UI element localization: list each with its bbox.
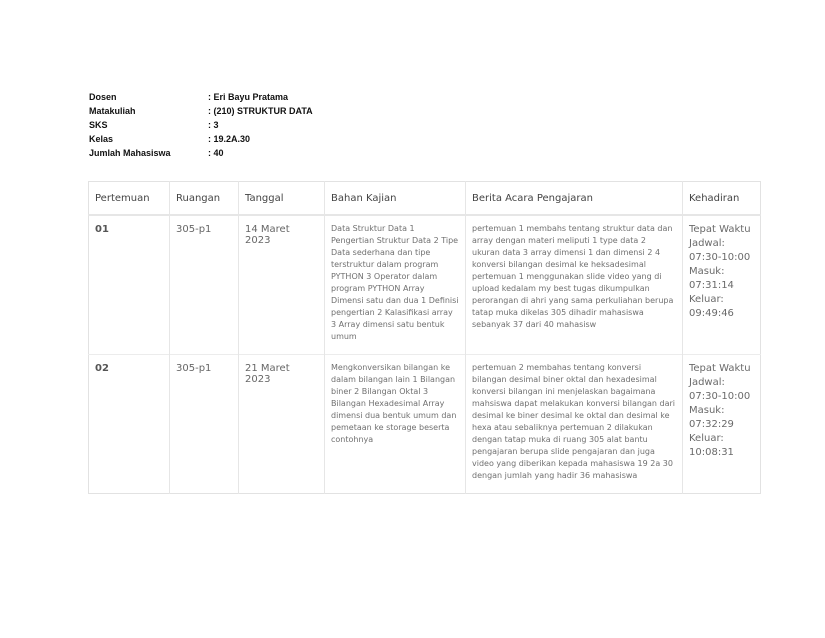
attendance-status: Tepat Waktu <box>689 363 751 374</box>
info-row-kelas <box>89 132 313 146</box>
info-value: : (210) STRUKTUR DATA <box>208 104 313 118</box>
teaching-record-table <box>88 181 761 494</box>
cell-berita-acara: pertemuan 1 membahs tentang struktur data dan array dengan materi meliputi 1 type data 2 ukuran data 3 array dimensi 1 dan dimensi 2 4 konversi bilangan desimal ke heksadesimal pertemuan 1 menggunakan slide video yang di upload kedalam my best tugas dikumpulkan perorangan di ahri yang sama perkuliahan berupa tatap muka dikelas 305 dihadir mahasiswa sebanyak 37 dari 40 mahasisw <box>466 215 683 355</box>
info-label: Kelas <box>89 134 114 144</box>
cell-berita-acara: pertemuan 2 membahas tentang konversi bilangan desimal biner oktal dan hexadesimal konversi bilangan ini menjelaskan bagaimana mahsiswa dapat melakukan konversi bilangan dari desimal ke biner desimal ke oktal dan desimal ke hexa atau sebaliknya pertemuan 2 dilakukan dengan tatap muka di ruang 305 alat bantu pengajaran berupa slide pengajaran dan juga video yang diberikan kepada mahasiswa 19 2a 30 dengan jumlah yang hadir 36 mahasiswa <box>466 355 683 494</box>
cell-kehadiran <box>683 215 761 355</box>
cell-kehadiran <box>683 355 761 494</box>
header-tanggal: Tanggal <box>239 182 325 216</box>
course-info <box>89 90 313 160</box>
attendance-masuk-label: Masuk: <box>689 405 725 416</box>
info-value: : 3 <box>208 118 219 132</box>
info-row-dosen <box>89 90 313 104</box>
header-kehadiran: Kehadiran <box>683 182 761 216</box>
info-label: Dosen <box>89 92 117 102</box>
attendance-masuk: 07:32:29 <box>689 419 734 430</box>
info-row-matakuliah <box>89 104 313 118</box>
info-row-sks <box>89 118 313 132</box>
cell-tanggal: 14 Maret 2023 <box>239 215 325 355</box>
cell-ruangan: 305-p1 <box>170 215 239 355</box>
table-row <box>89 215 761 355</box>
header-berita-acara: Berita Acara Pengajaran <box>466 182 683 216</box>
info-label: Matakuliah <box>89 106 136 116</box>
attendance-keluar: 09:49:46 <box>689 308 734 319</box>
header-ruangan: Ruangan <box>170 182 239 216</box>
attendance-keluar-label: Keluar: <box>689 294 724 305</box>
info-value: : 40 <box>208 146 224 160</box>
info-row-jumlah-mahasiswa <box>89 146 313 160</box>
info-label: SKS <box>89 120 108 130</box>
attendance-keluar-label: Keluar: <box>689 433 724 444</box>
info-value: : Eri Bayu Pratama <box>208 90 288 104</box>
attendance-jadwal: 07:30-10:00 <box>689 252 751 263</box>
attendance-masuk: 07:31:14 <box>689 280 734 291</box>
table-header-row <box>89 182 761 216</box>
info-label: Jumlah Mahasiswa <box>89 148 171 158</box>
attendance-status: Tepat Waktu <box>689 224 751 235</box>
attendance-jadwal-label: Jadwal: <box>689 377 725 388</box>
header-pertemuan: Pertemuan <box>89 182 170 216</box>
attendance-jadwal-label: Jadwal: <box>689 238 725 249</box>
table-row <box>89 355 761 494</box>
cell-tanggal: 21 Maret 2023 <box>239 355 325 494</box>
cell-ruangan: 305-p1 <box>170 355 239 494</box>
cell-pertemuan: 01 <box>89 215 170 355</box>
cell-pertemuan: 02 <box>89 355 170 494</box>
attendance-masuk-label: Masuk: <box>689 266 725 277</box>
info-value: : 19.2A.30 <box>208 132 250 146</box>
cell-bahan-kajian: Data Struktur Data 1 Pengertian Struktur Data 2 Tipe Data sederhana dan tipe terstruktur dalam program PYTHON 3 Operator dalam program PYTHON Array Dimensi satu dan dua 1 Definisi pengertian 2 Kalasifikasi array 3 Array dimensi satu bentuk umum <box>325 215 466 355</box>
attendance-keluar: 10:08:31 <box>689 447 734 458</box>
header-bahan-kajian: Bahan Kajian <box>325 182 466 216</box>
attendance-jadwal: 07:30-10:00 <box>689 391 751 402</box>
cell-bahan-kajian: Mengkonversikan bilangan ke dalam bilangan lain 1 Bilangan biner 2 Bilangan Oktal 3 Bilangan Hexadesimal Array dimensi dua bentuk umum dan pemetaan ke storage beserta contohnya <box>325 355 466 494</box>
